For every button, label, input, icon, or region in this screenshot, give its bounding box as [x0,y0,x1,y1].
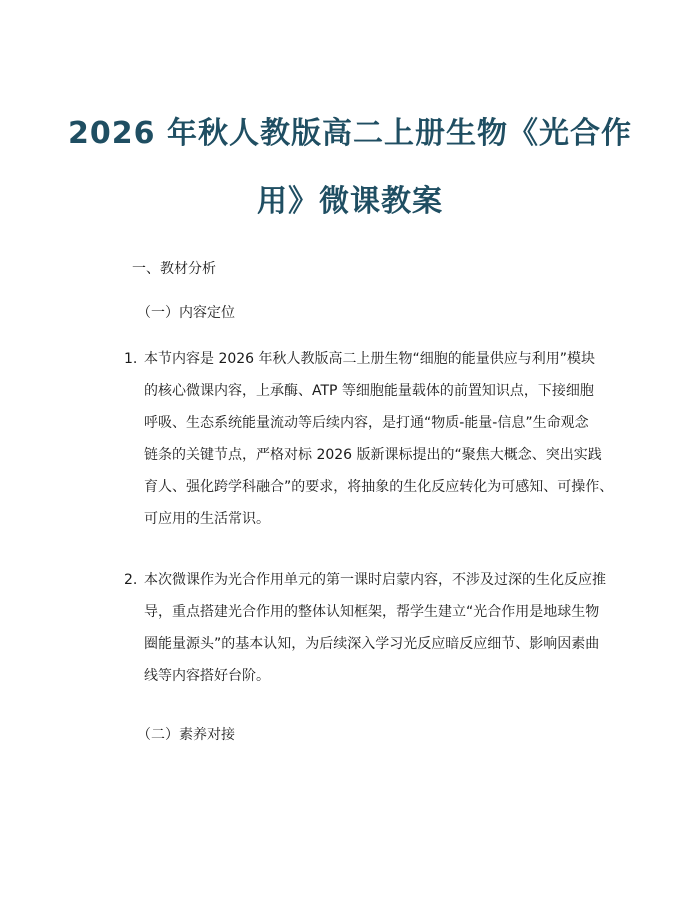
paragraph-line: 导，重点搭建光合作用的整体认知框架，帮学生建立“光合作用是地球生物 [144,604,600,620]
document-title-line-2: 用》微课教案 [257,184,443,219]
list-item-2 [124,564,624,692]
paragraph-line: 育人、强化跨学科融合”的要求，将抽象的生化反应转化为可感知、可操作、 [144,479,614,495]
paragraph-line: 本节内容是 2026 年秋人教版高二上册生物“细胞的能量供应与利用”模块 [144,351,596,367]
list-item-1 [124,343,624,535]
section-heading-teaching-material-analysis: 一、教材分析 [132,261,216,277]
paragraph-line: 圈能量源头”的基本认知，为后续深入学习光反应暗反应细节、影响因素曲 [144,636,600,652]
paragraph-line: 本次微课作为光合作用单元的第一课时启蒙内容，不涉及过深的生化反应推 [144,572,606,588]
list-item-number: 1. [124,351,138,367]
paragraph-line: 链条的关键节点，严格对标 2026 版新课标提出的“聚焦大概念、突出实践 [144,447,602,463]
paragraph-line: 线等内容搭好台阶。 [144,668,270,684]
document-title-line-1: 2026 年秋人教版高二上册生物《光合作 [68,116,632,151]
subsection-heading-competency-alignment: （二）素养对接 [137,727,235,743]
paragraph-line: 的核心微课内容，上承酶、ATP 等细胞能量载体的前置知识点，下接细胞 [144,383,594,399]
paragraph-line: 呼吸、生态系统能量流动等后续内容，是打通“物质-能量-信息”生命观念 [144,415,589,431]
subsection-heading-content-positioning: （一）内容定位 [137,305,235,321]
paragraph-line: 可应用的生活常识。 [144,511,270,527]
list-item-number: 2. [124,572,138,588]
